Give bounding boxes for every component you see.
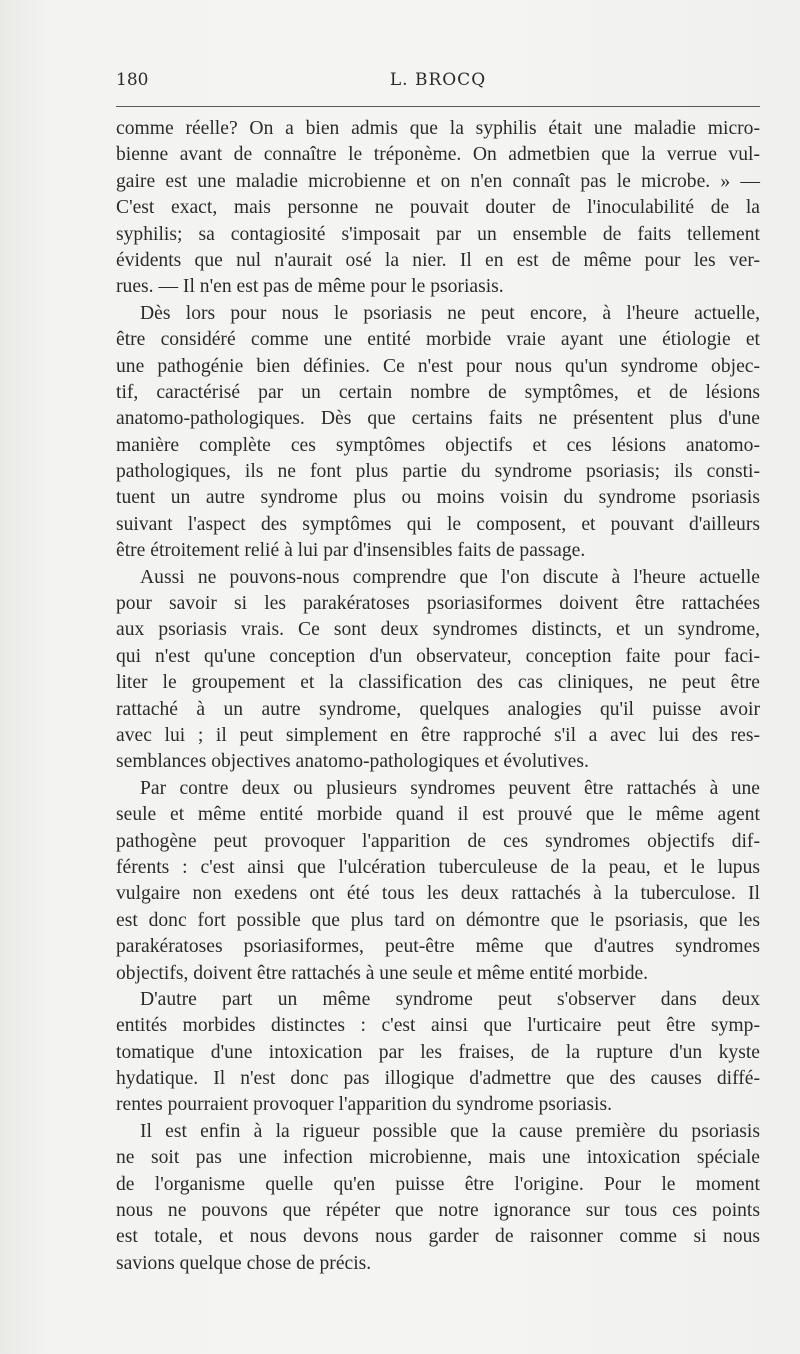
- text-line: syphilis; sa contagiosité s'imposait par un ensemble de faits tellement: [116, 223, 760, 245]
- text-line: pour savoir si les parakératoses psoriasiformes doivent être rattachées: [116, 593, 760, 615]
- text-line: aux psoriasis vrais. Ce sont deux syndromes distincts, et un syndrome,: [116, 619, 760, 641]
- text-line: vulgaire non exedens ont été tous les deux rattachés à la tuberculose. Il: [116, 883, 760, 905]
- text-line: savions quelque chose de précis.: [116, 1252, 372, 1274]
- body-text: [116, 116, 760, 1277]
- text-line: hydatique. Il n'est donc pas illogique d'admettre que des causes diffé-: [116, 1068, 760, 1090]
- text-line: évidents que nul n'aurait osé la nier. Il en est de même pour les ver-: [116, 249, 760, 271]
- text-line: une pathogénie bien définies. Ce n'est pour nous qu'un syndrome objec-: [116, 355, 760, 377]
- running-head: L. BROCQ: [389, 70, 487, 90]
- text-line: semblances objectives anatomo-pathologiques et évolutives.: [116, 751, 589, 773]
- text-line: qui n'est qu'une conception d'un observateur, conception faite pour faci-: [116, 645, 760, 667]
- text-line: rattaché à un autre syndrome, quelques analogies qu'il puisse avoir: [116, 698, 760, 720]
- text-line: Il est enfin à la rigueur possible que la cause première du psoriasis: [140, 1120, 760, 1142]
- text-line: rues. — Il n'en est pas de même pour le psoriasis.: [116, 276, 504, 298]
- text-line: liter le groupement et la classification des cas cliniques, ne peut être: [116, 672, 760, 694]
- text-line: être considéré comme une entité morbide vraie ayant une étiologie et: [116, 329, 760, 351]
- text-line: Dès lors pour nous le psoriasis ne peut encore, à l'heure actuelle,: [140, 302, 760, 324]
- text-line: comme réelle? On a bien admis que la syphilis était une maladie micro-: [116, 118, 760, 139]
- text-line: pathogène peut provoquer l'apparition de ces syndromes objectifs dif-: [116, 830, 760, 852]
- text-line: tuent un autre syndrome plus ou moins voisin du syndrome psoriasis: [116, 487, 760, 509]
- page-number: 180: [116, 70, 149, 90]
- text-line: entités morbides distinctes : c'est ainsi que l'urticaire peut être symp-: [116, 1015, 760, 1037]
- text-line: anatomo-pathologiques. Dès que certains faits ne présentent plus d'une: [116, 408, 760, 430]
- text-line: seule et même entité morbide quand il est prouvé que le même agent: [116, 804, 760, 826]
- text-line: Par contre deux ou plusieurs syndromes peuvent être rattachés à une: [140, 777, 760, 799]
- text-line: est totale, et nous devons nous garder de raisonner comme si nous: [116, 1226, 760, 1248]
- text-line: suivant l'aspect des symptômes qui le composent, et pouvant d'ailleurs: [116, 513, 760, 535]
- text-line: D'autre part un même syndrome peut s'observer dans deux: [140, 988, 760, 1010]
- text-line: objectifs, doivent être rattachés à une seule et même entité morbide.: [116, 962, 649, 984]
- text-line: nous ne pouvons que répéter que notre ignorance sur tous ces points: [116, 1200, 760, 1222]
- text-line: gaire est une maladie microbienne et on n'en connaît pas le microbe. » —: [116, 170, 760, 192]
- text-line: être étroitement relié à lui par d'insensibles faits de passage.: [116, 540, 586, 562]
- text-line: parakératoses psoriasiformes, peut-être même que d'autres syndromes: [116, 936, 760, 958]
- text-line: manière complète ces symptômes objectifs et ces lésions anatomo-: [116, 434, 760, 456]
- text-line: tif, caractérisé par un certain nombre de symptômes, et de lésions: [116, 381, 760, 403]
- text-line: bienne avant de connaître le tréponème. On admetbien que la verrue vul-: [116, 144, 760, 166]
- text-line: avec lui ; il peut simplement en être rapproché s'il a avec lui des res-: [116, 724, 760, 746]
- text-line: férents : c'est ainsi que l'ulcération tuberculeuse de la peau, et le lupus: [116, 856, 760, 878]
- text-line: ne soit pas une infection microbienne, mais une intoxication spéciale: [116, 1147, 760, 1169]
- text-line: est donc fort possible que plus tard on démontre que le psoriasis, que les: [116, 909, 760, 931]
- text-line: tomatique d'une intoxication par les fraises, de la rupture d'un kyste: [116, 1041, 760, 1063]
- text-line: de l'organisme quelle qu'en puisse être l'origine. Pour le moment: [116, 1173, 760, 1195]
- text-line: Aussi ne pouvons-nous comprendre que l'on discute à l'heure actuelle: [140, 566, 760, 588]
- text-line: rentes pourraient provoquer l'apparition du syndrome psoriasis.: [116, 1094, 612, 1116]
- page-header: [116, 70, 760, 100]
- text-line: C'est exact, mais personne ne pouvait douter de l'inoculabilité de la: [116, 197, 760, 219]
- header-rule: [116, 106, 760, 107]
- text-line: pathologiques, ils ne font plus partie du syndrome psoriasis; ils consti-: [116, 461, 760, 483]
